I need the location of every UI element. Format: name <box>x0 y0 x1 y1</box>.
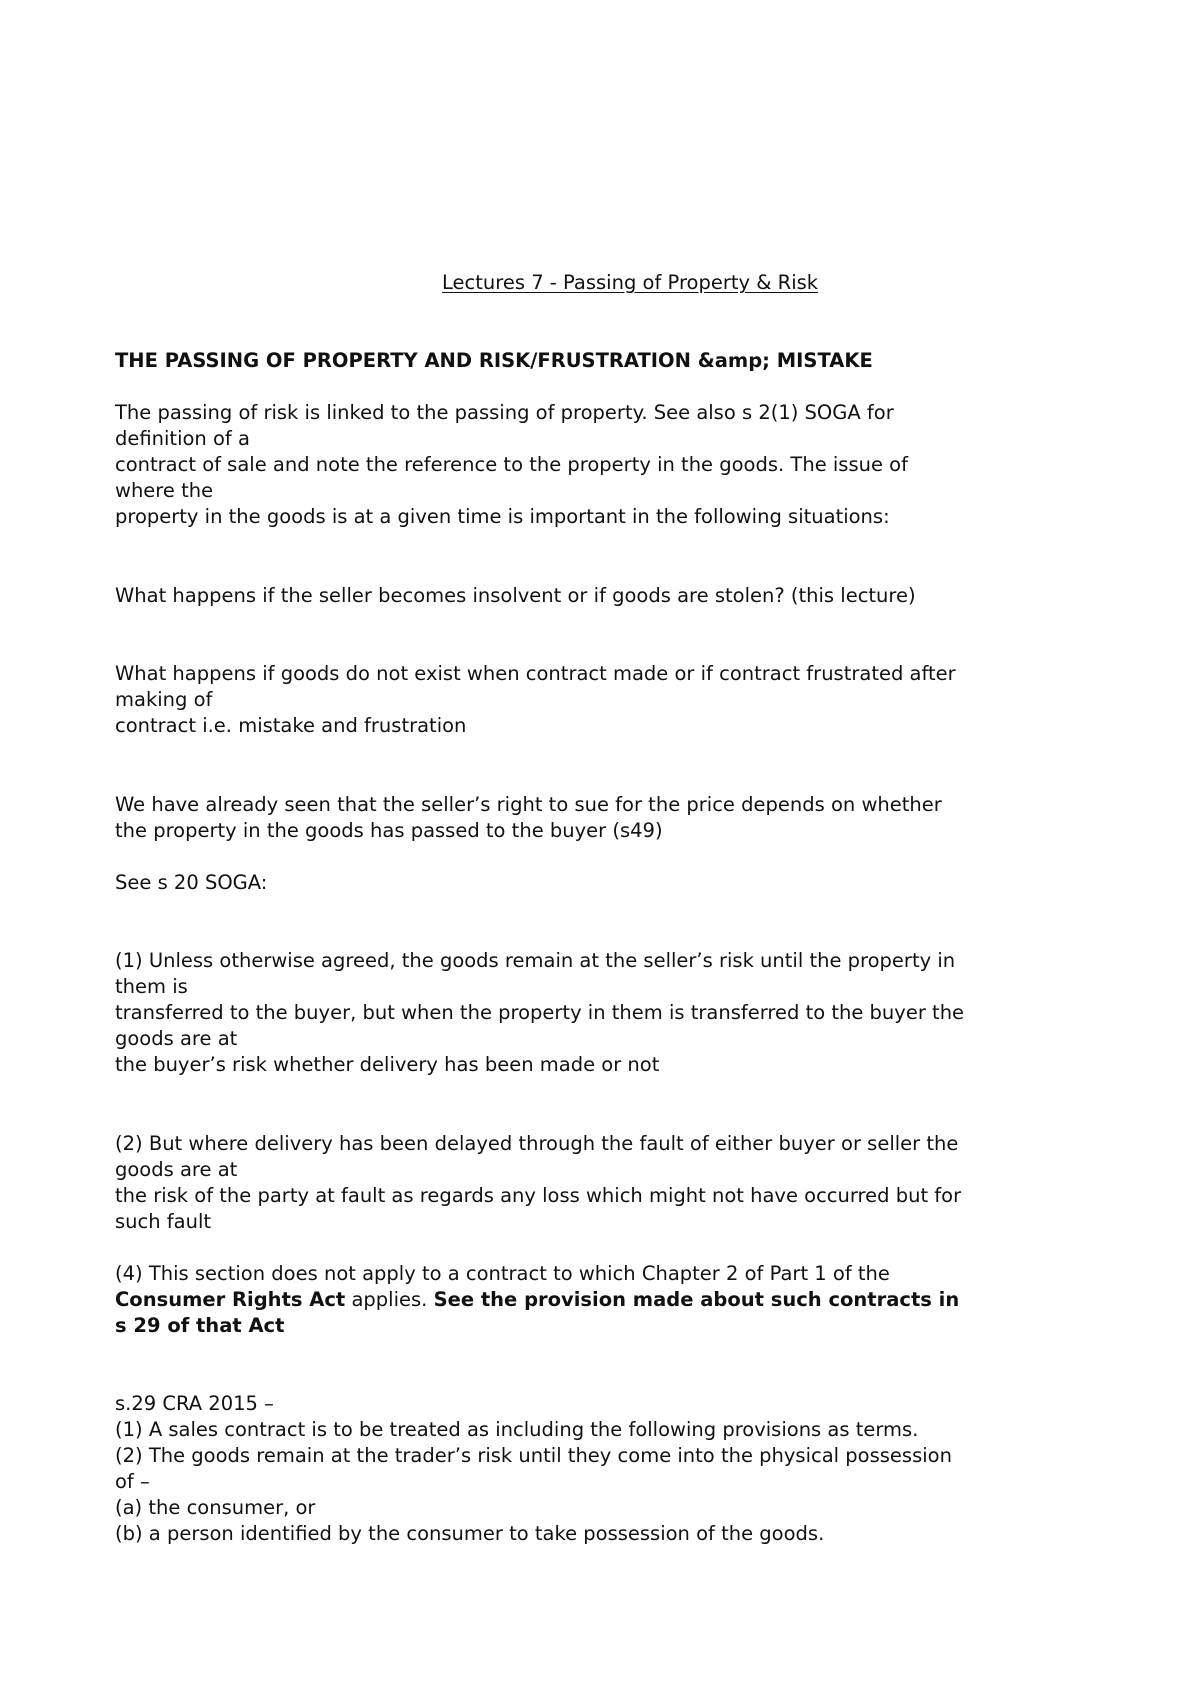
s29-item-1: (1) A sales contract is to be treated as including the following provisions as terms. <box>115 1418 919 1441</box>
situation-insolvency: What happens if the seller becomes insolvent or if goods are stolen? (this lecture) <box>115 584 916 607</box>
s20-subsection-1-line: goods are at <box>115 1027 238 1050</box>
s20-subsection-4-line <box>115 1287 959 1313</box>
applies-text: applies. <box>345 1288 434 1311</box>
intro-line: property in the goods is at a given time is important in the following situations: <box>115 505 890 528</box>
s20-subsection-2-line: such fault <box>115 1210 212 1233</box>
situation-mistake-line: What happens if goods do not exist when contract made or if contract frustrated after <box>115 662 956 685</box>
cra-name: Consumer Rights Act <box>115 1288 346 1311</box>
s20-subsection-4-line: (4) This section does not apply to a contract to which Chapter 2 of Part 1 of the <box>115 1262 890 1285</box>
s20-subsection-2-line: goods are at <box>115 1158 238 1181</box>
see-s20-label: See s 20 SOGA: <box>115 871 268 894</box>
s20-subsection-1-line: transferred to the buyer, but when the property in them is transferred to the buyer the <box>115 1001 965 1024</box>
situation-mistake-line: contract i.e. mistake and frustration <box>115 714 467 737</box>
s29-item-2-line: (2) The goods remain at the trader’s risk until they come into the physical possession <box>115 1444 952 1467</box>
intro-line: where the <box>115 479 214 502</box>
s20-subsection-2-line: (2) But where delivery has been delayed through the fault of either buyer or seller the <box>115 1132 959 1155</box>
price-paragraph-line: the property in the goods has passed to the buyer (s49) <box>115 819 663 842</box>
s29-item-b: (b) a person identified by the consumer to take possession of the goods. <box>115 1522 825 1545</box>
page-title: Lectures 7 - Passing of Property & Risk <box>442 271 819 294</box>
situation-mistake-line: making of <box>115 688 213 711</box>
s20-subsection-2-line: the risk of the party at fault as regards any loss which might not have occurred but for <box>115 1184 962 1207</box>
section-heading: THE PASSING OF PROPERTY AND RISK/FRUSTRATION &amp; MISTAKE <box>115 349 873 372</box>
see-provision-text: See the provision made about such contracts in <box>433 1288 960 1311</box>
intro-line: The passing of risk is linked to the passing of property. See also s 2(1) SOGA for <box>115 401 894 424</box>
s20-subsection-1-line: the buyer’s risk whether delivery has been made or not <box>115 1053 660 1076</box>
s20-subsection-1-line: (1) Unless otherwise agreed, the goods remain at the seller’s risk until the property in <box>115 949 956 972</box>
s29-intro: s.29 CRA 2015 – <box>115 1392 274 1415</box>
s20-subsection-1-line: them is <box>115 975 188 998</box>
s29-item-2-line: of – <box>115 1470 150 1493</box>
intro-line: contract of sale and note the reference to the property in the goods. The issue of <box>115 453 908 476</box>
intro-line: definition of a <box>115 427 250 450</box>
s20-subsection-4-line: s 29 of that Act <box>115 1314 285 1337</box>
price-paragraph-line: We have already seen that the seller’s right to sue for the price depends on whether <box>115 793 942 816</box>
s29-item-a: (a) the consumer, or <box>115 1496 316 1519</box>
